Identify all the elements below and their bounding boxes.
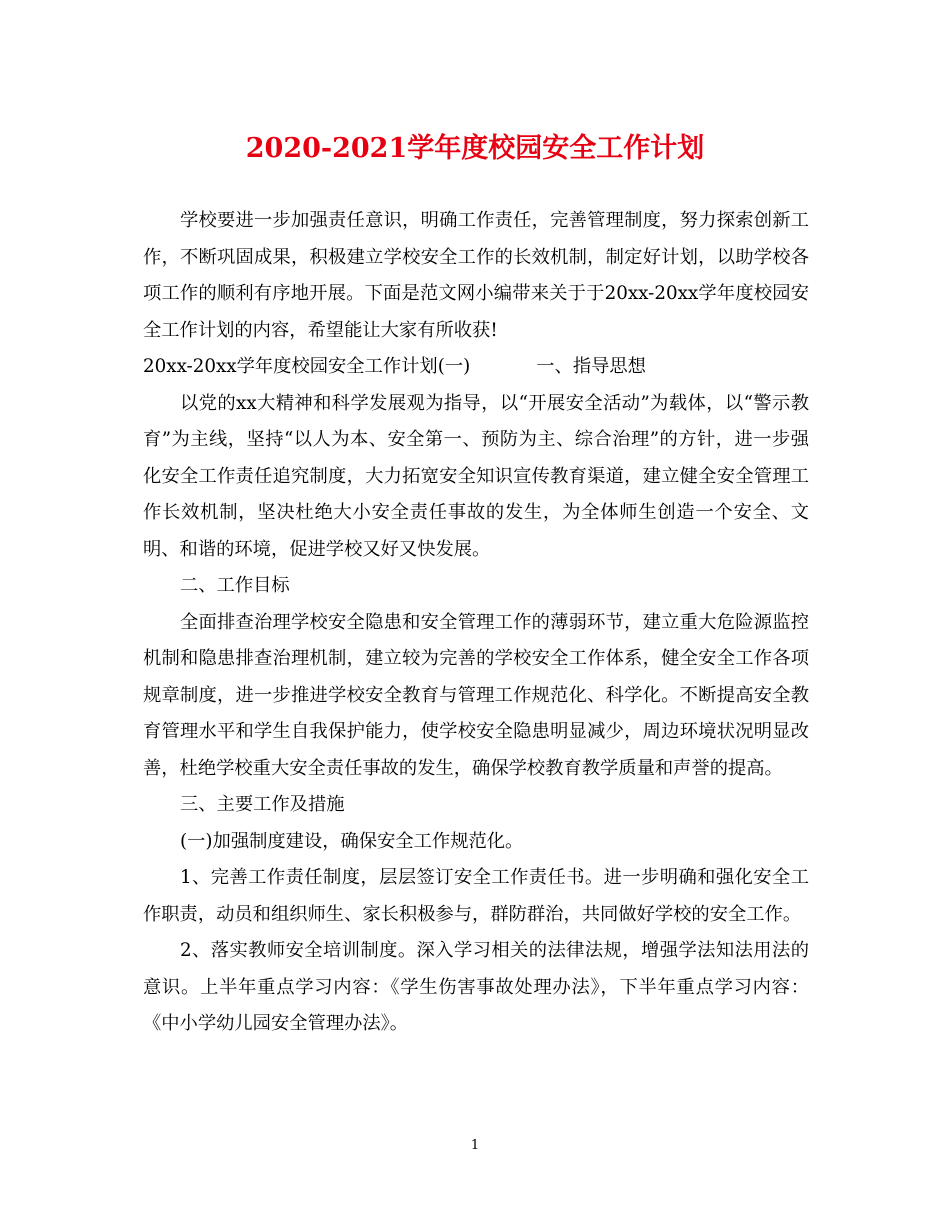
intro-paragraph: 学校要进一步加强责任意识，明确工作责任，完善管理制度，努力探索创新工作，不断巩固成果，积极建立学校安全工作的长效机制，制定好计划，以助学校各项工作的顺利有序地开展。下面是范文网小编带来关于于20xx-20xx学年度校园安全工作计划的内容，希望能让大家有所收获! <box>143 210 809 341</box>
document-body <box>143 203 809 1043</box>
section-heading-guiding-ideology: 一、指导思想 <box>536 356 646 377</box>
list-item-responsibility-system: 1、完善工作责任制度，层层签订安全工作责任书。进一步明确和强化安全工作职责，动员和组织师生、家长积极参与，群防群治，共同做好学校的安全工作。 <box>143 867 809 925</box>
document-title: 2020-2021学年度校园安全工作计划 <box>245 133 705 164</box>
plan-heading: 20xx-20xx学年度校园安全工作计划(一) <box>143 356 471 377</box>
section-heading-main-work: 三、主要工作及措施 <box>180 794 345 815</box>
subsection-heading-system-building: (一)加强制度建设，确保安全工作规范化。 <box>180 830 524 852</box>
work-goals-paragraph: 全面排查治理学校安全隐患和安全管理工作的薄弱环节，建立重大危险源监控机制和隐患排查治理机制，建立较为完善的学校安全工作体系，健全安全工作各项规章制度，进一步推进学校安全教育与管理工作规范化、科学化。不断提高安全教育管理水平和学生自我保护能力，使学校安全隐患明显减少，周边环境状况明显改善，杜绝学校重大安全责任事故的发生，确保学校教育教学质量和声誉的提高。 <box>143 611 809 779</box>
list-item-teacher-training: 2、落实教师安全培训制度。深入学习相关的法律法规，增强学法知法用法的意识。上半年重点学习内容：《学生伤害事故处理办法》，下半年重点学习内容：《中小学幼儿园安全管理办法》。 <box>143 940 809 1034</box>
page-number: 1 <box>470 1138 480 1153</box>
plan-heading-line <box>143 349 809 386</box>
guiding-ideology-paragraph: 以党的xx大精神和科学发展观为指导，以“开展安全活动”为载体，以“警示教育”为主线，坚持“以人为本、安全第一、预防为主、综合治理”的方针，进一步强化安全工作责任追究制度，大力拓宽安全知识宣传教育渠道，建立健全安全管理工作长效机制，坚决杜绝大小安全责任事故的发生，为全体师生创造一个安全、文明、和谐的环境，促进学校又好又快发展。 <box>143 392 809 560</box>
section-heading-work-goals: 二、工作目标 <box>180 575 290 596</box>
